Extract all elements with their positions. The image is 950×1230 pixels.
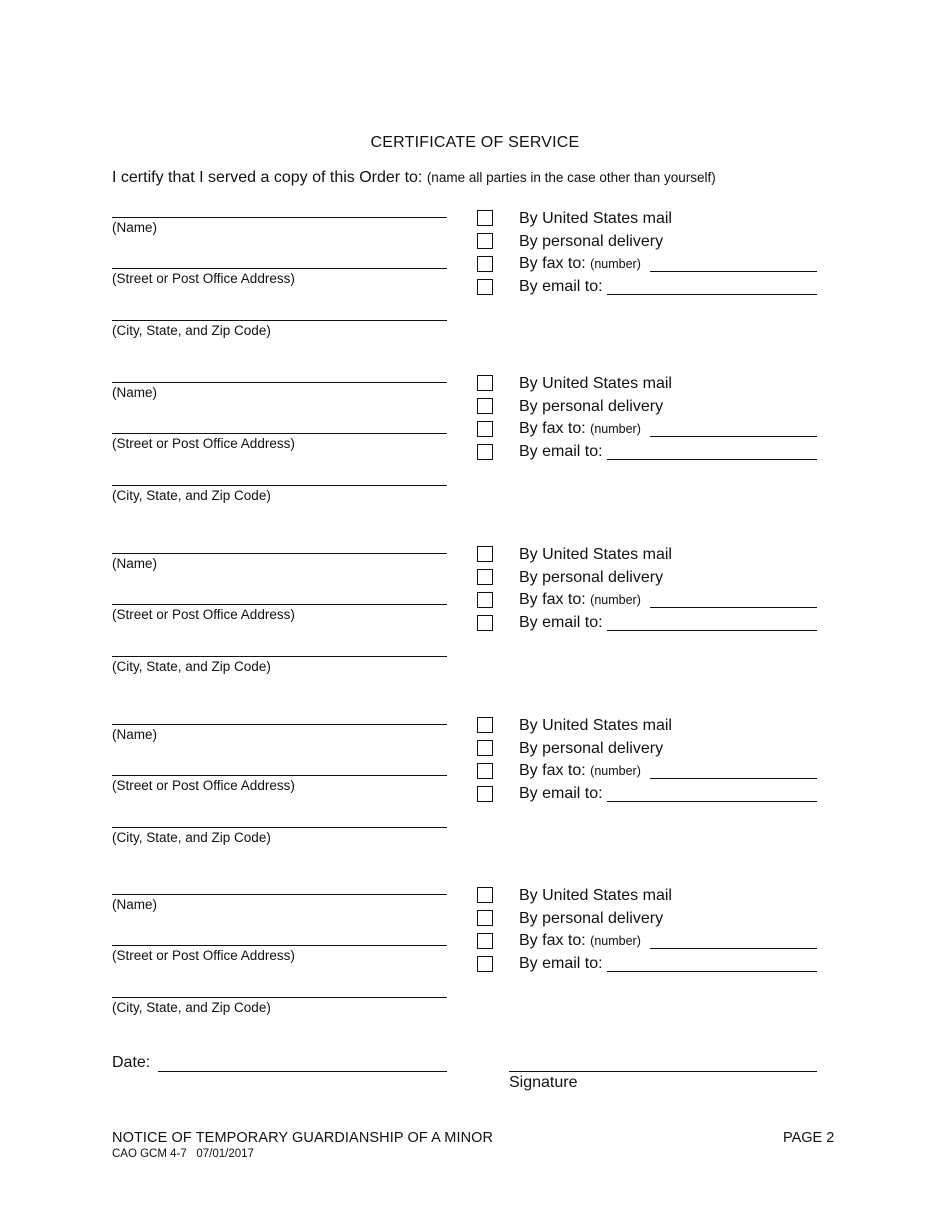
city-state-zip-field[interactable]: [112, 320, 447, 321]
email-checkbox[interactable]: [477, 279, 493, 295]
personal-delivery-option-label: By personal delivery: [519, 233, 664, 250]
fax-text: By fax to:: [519, 255, 586, 272]
page-title: CERTIFICATE OF SERVICE: [370, 134, 580, 151]
email-option-label: By email to:: [519, 443, 603, 460]
party-block-2: [0, 374, 950, 534]
signature-field[interactable]: [509, 1071, 817, 1072]
street-address-field[interactable]: [112, 775, 447, 776]
fax-checkbox[interactable]: [477, 763, 493, 779]
certify-statement: [112, 169, 716, 187]
fax-checkbox[interactable]: [477, 256, 493, 272]
name-field[interactable]: [112, 382, 447, 383]
street-address-field[interactable]: [112, 945, 447, 946]
fax-number-note: (number): [590, 764, 641, 778]
mail-option-label: By United States mail: [519, 375, 672, 392]
city-state-zip-field[interactable]: [112, 997, 447, 998]
fax-option-label: [519, 420, 641, 438]
fax-number-field[interactable]: [650, 607, 817, 608]
city-state-zip-label: (City, State, and Zip Code): [112, 830, 271, 845]
fax-text: By fax to:: [519, 420, 586, 437]
date-label: Date:: [112, 1054, 151, 1071]
email-checkbox[interactable]: [477, 615, 493, 631]
mail-checkbox[interactable]: [477, 546, 493, 562]
fax-option-label: [519, 255, 641, 273]
personal-delivery-checkbox[interactable]: [477, 398, 493, 414]
fax-number-field[interactable]: [650, 436, 817, 437]
mail-checkbox[interactable]: [477, 887, 493, 903]
date-field[interactable]: [158, 1071, 447, 1072]
city-state-zip-field[interactable]: [112, 485, 447, 486]
party-block-5: [0, 886, 950, 1046]
name-label: (Name): [112, 727, 158, 742]
name-label: (Name): [112, 556, 158, 571]
street-address-field[interactable]: [112, 268, 447, 269]
personal-delivery-checkbox[interactable]: [477, 740, 493, 756]
street-address-label: (Street or Post Office Address): [112, 607, 295, 622]
email-option-label: By email to:: [519, 614, 603, 631]
name-label: (Name): [112, 897, 158, 912]
fax-number-note: (number): [590, 934, 641, 948]
personal-delivery-option-label: By personal delivery: [519, 740, 664, 757]
mail-checkbox[interactable]: [477, 375, 493, 391]
fax-option-label: [519, 762, 641, 780]
city-state-zip-field[interactable]: [112, 656, 447, 657]
city-state-zip-label: (City, State, and Zip Code): [112, 1000, 271, 1015]
fax-number-field[interactable]: [650, 778, 817, 779]
email-option-label: By email to:: [519, 278, 603, 295]
mail-option-label: By United States mail: [519, 887, 672, 904]
fax-checkbox[interactable]: [477, 421, 493, 437]
email-address-field[interactable]: [607, 294, 817, 295]
personal-delivery-option-label: By personal delivery: [519, 910, 664, 927]
certify-text: I certify that I served a copy of this Order to:: [112, 169, 423, 186]
email-address-field[interactable]: [607, 630, 817, 631]
fax-number-note: (number): [590, 422, 641, 436]
city-state-zip-label: (City, State, and Zip Code): [112, 488, 271, 503]
personal-delivery-checkbox[interactable]: [477, 569, 493, 585]
street-address-field[interactable]: [112, 433, 447, 434]
fax-number-field[interactable]: [650, 271, 817, 272]
fax-number-field[interactable]: [650, 948, 817, 949]
certify-note: (name all parties in the case other than yourself): [426, 170, 716, 185]
fax-option-label: [519, 932, 641, 950]
email-checkbox[interactable]: [477, 786, 493, 802]
fax-text: By fax to:: [519, 762, 586, 779]
personal-delivery-checkbox[interactable]: [477, 910, 493, 926]
personal-delivery-checkbox[interactable]: [477, 233, 493, 249]
email-address-field[interactable]: [607, 971, 817, 972]
name-field[interactable]: [112, 894, 447, 895]
footer-page-number: PAGE 2: [783, 1130, 835, 1146]
mail-checkbox[interactable]: [477, 210, 493, 226]
street-address-label: (Street or Post Office Address): [112, 948, 295, 963]
fax-number-note: (number): [590, 257, 641, 271]
city-state-zip-field[interactable]: [112, 827, 447, 828]
party-block-4: [0, 716, 950, 876]
email-checkbox[interactable]: [477, 956, 493, 972]
name-field[interactable]: [112, 553, 447, 554]
fax-option-label: [519, 591, 641, 609]
name-field[interactable]: [112, 217, 447, 218]
party-block-3: [0, 545, 950, 705]
fax-text: By fax to:: [519, 932, 586, 949]
email-option-label: By email to:: [519, 955, 603, 972]
mail-option-label: By United States mail: [519, 546, 672, 563]
fax-number-note: (number): [590, 593, 641, 607]
street-address-field[interactable]: [112, 604, 447, 605]
personal-delivery-option-label: By personal delivery: [519, 569, 664, 586]
name-label: (Name): [112, 220, 158, 235]
email-checkbox[interactable]: [477, 444, 493, 460]
email-address-field[interactable]: [607, 459, 817, 460]
city-state-zip-label: (City, State, and Zip Code): [112, 323, 271, 338]
mail-option-label: By United States mail: [519, 717, 672, 734]
name-label: (Name): [112, 385, 158, 400]
signature-label: Signature: [509, 1074, 578, 1091]
email-option-label: By email to:: [519, 785, 603, 802]
fax-checkbox[interactable]: [477, 592, 493, 608]
street-address-label: (Street or Post Office Address): [112, 778, 295, 793]
footer-form-title: NOTICE OF TEMPORARY GUARDIANSHIP OF A MINOR: [112, 1130, 494, 1146]
street-address-label: (Street or Post Office Address): [112, 436, 295, 451]
party-block-1: [0, 209, 950, 369]
street-address-label: (Street or Post Office Address): [112, 271, 295, 286]
footer-form-code: CAO GCM 4-7 07/01/2017: [112, 1148, 254, 1160]
fax-checkbox[interactable]: [477, 933, 493, 949]
fax-text: By fax to:: [519, 591, 586, 608]
city-state-zip-label: (City, State, and Zip Code): [112, 659, 271, 674]
mail-checkbox[interactable]: [477, 717, 493, 733]
personal-delivery-option-label: By personal delivery: [519, 398, 664, 415]
name-field[interactable]: [112, 724, 447, 725]
email-address-field[interactable]: [607, 801, 817, 802]
mail-option-label: By United States mail: [519, 210, 672, 227]
